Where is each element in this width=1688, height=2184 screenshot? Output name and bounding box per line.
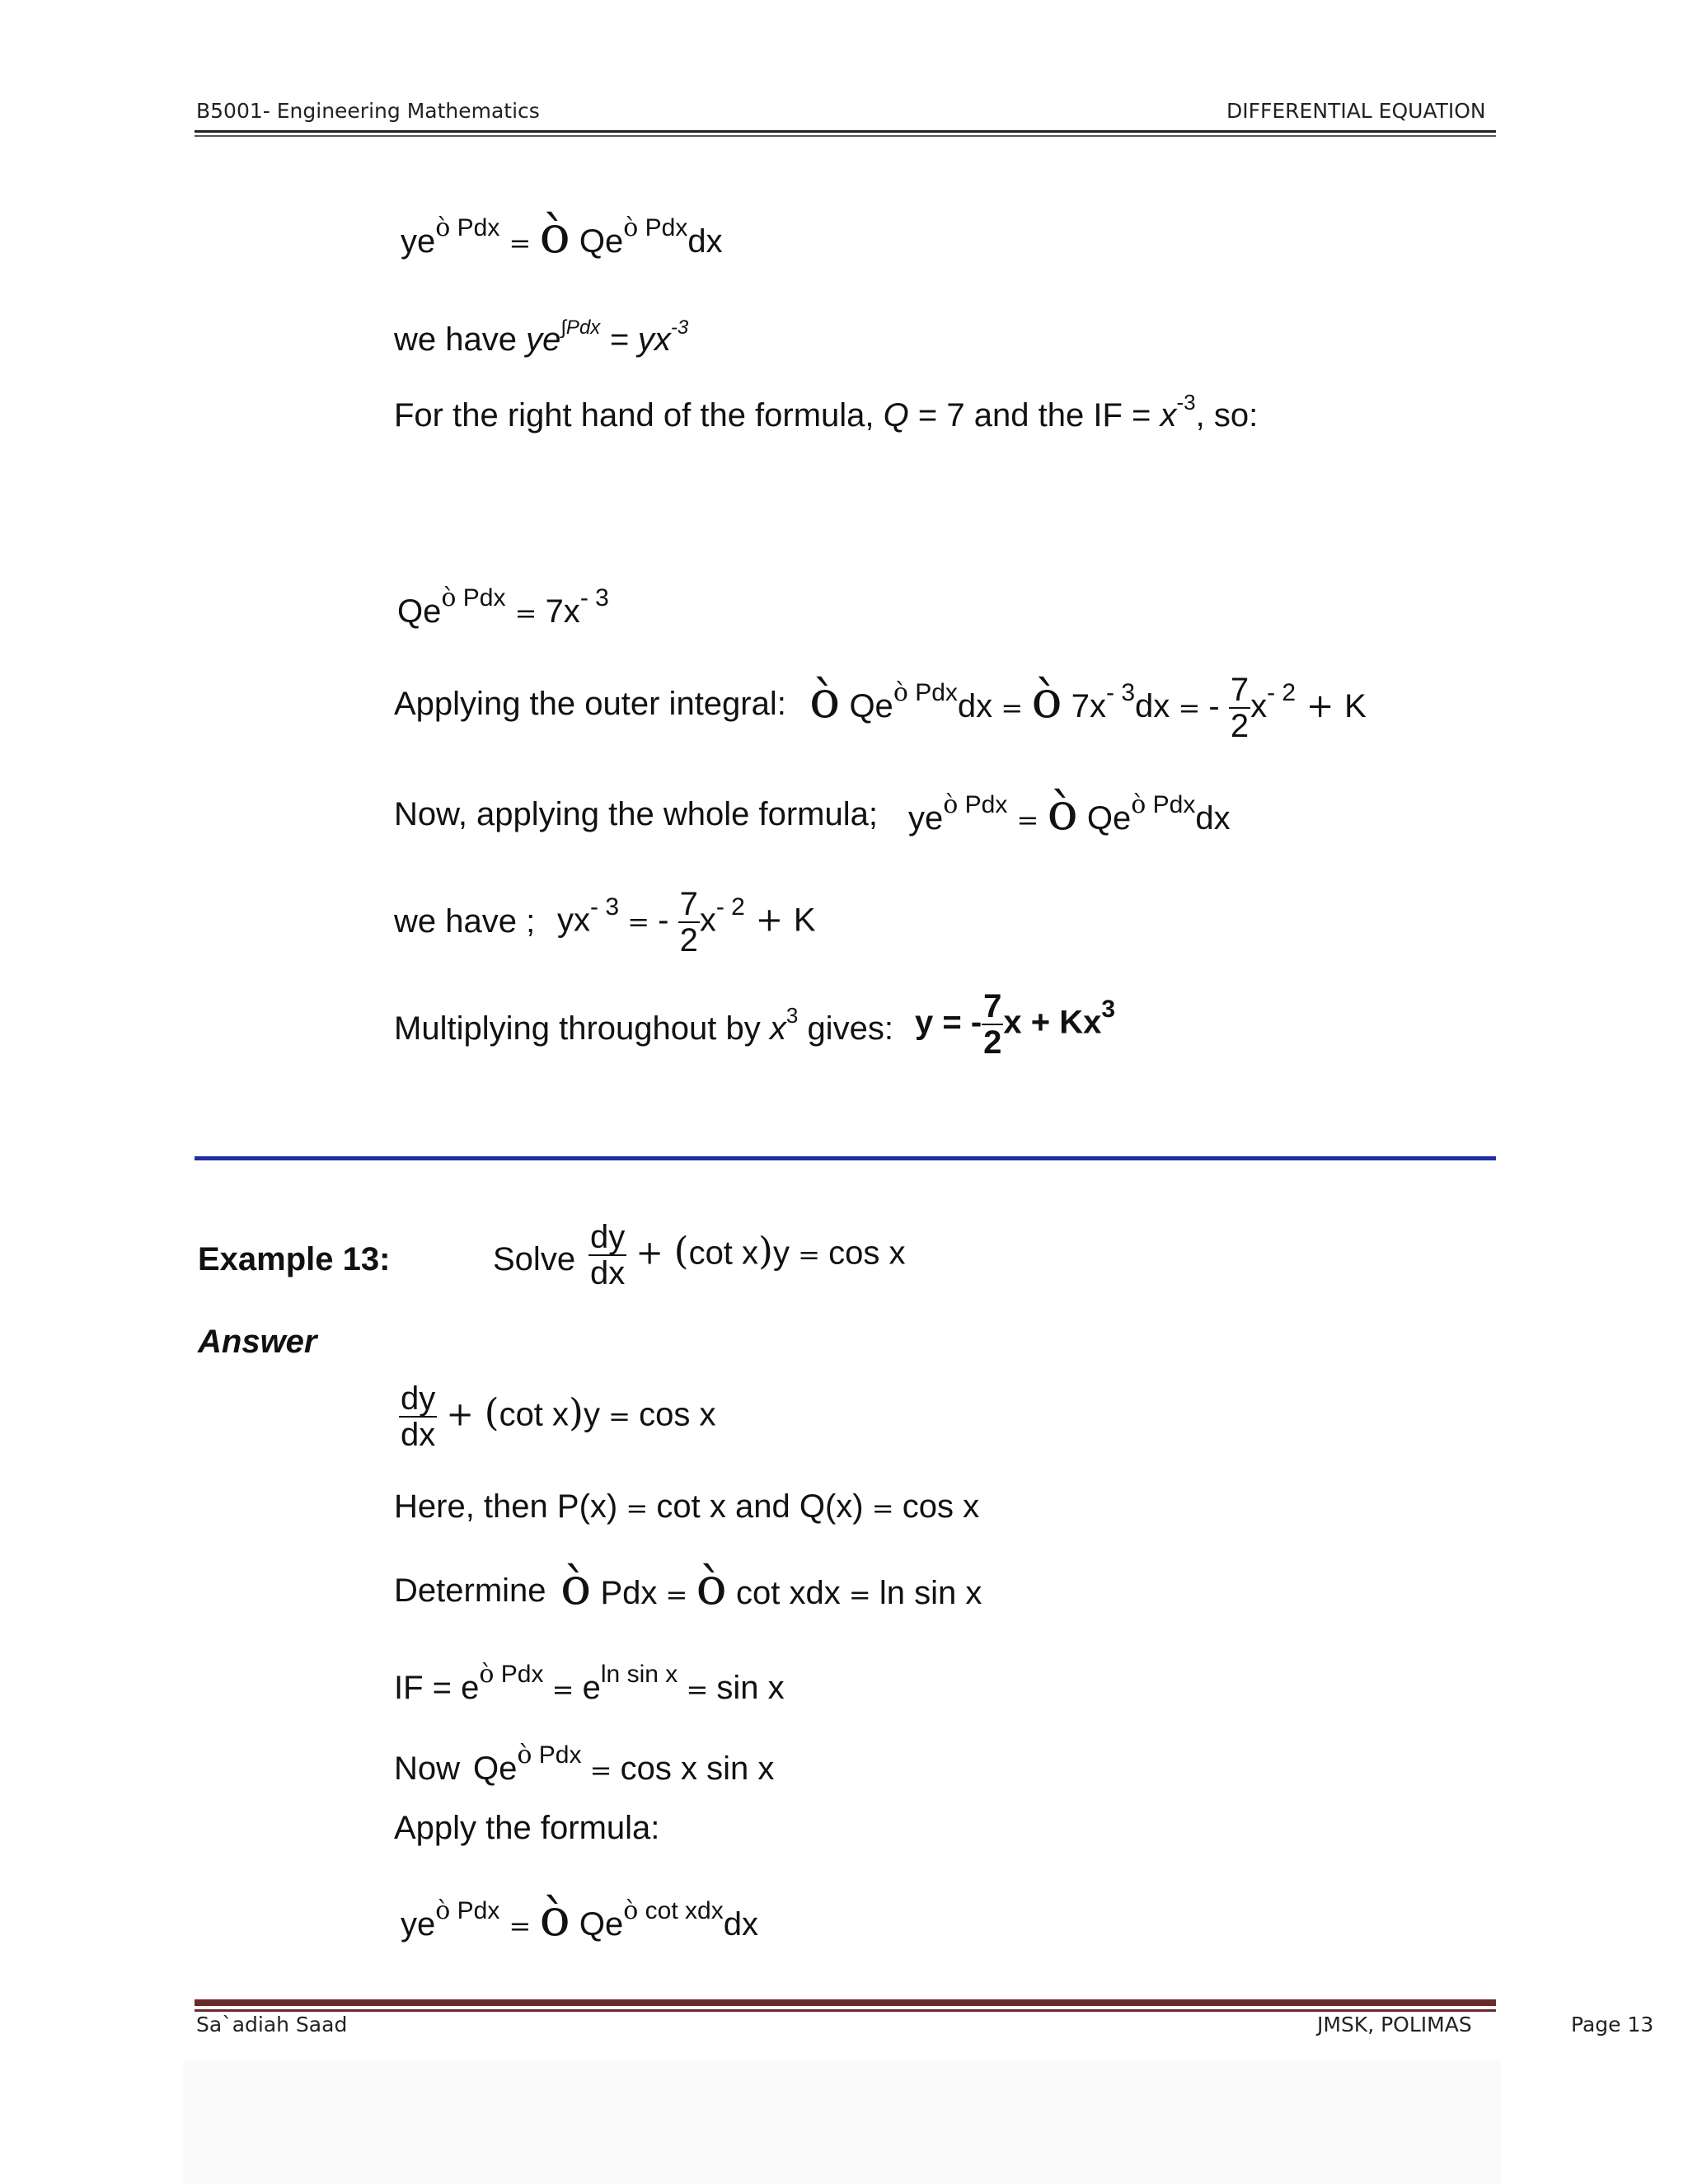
determine-label: Determine bbox=[394, 1572, 546, 1609]
solve-label: Solve bbox=[493, 1241, 576, 1277]
now-label: Now bbox=[394, 1750, 461, 1787]
apply-formula: $ye^{ò Pdx}$ = ò $Qe^{ò cot xdx}dx$ bbox=[401, 1887, 758, 1947]
we-have-line: we have $ye^{\int Pdx} = yx^{-3}$ bbox=[394, 316, 689, 358]
page-bottom-area bbox=[183, 2060, 1502, 2184]
header-left: B5001- Engineering Mathematics bbox=[196, 99, 540, 123]
footer-page: Page 13 bbox=[1571, 2013, 1654, 2036]
whole-formula: $ye^{ò Pdx}$ = ò $Qe^{ò Pdx}dx$ bbox=[908, 781, 1231, 841]
outer-integral-label: Applying the outer integral: bbox=[394, 686, 786, 722]
answer-label: Answer bbox=[198, 1324, 317, 1360]
outer-integral-formula: ò $Qe^{ò Pdx}dx$ = ò $7x^{- 3}dx$ = - $\frac{7}{2}$ $x^{- 2} + K$ bbox=[809, 669, 1367, 745]
now-formula: $Qe^{ò Pdx} = \cos x$ sin x bbox=[473, 1741, 775, 1787]
footer-author: Sa`adiah Saad bbox=[196, 2013, 348, 2036]
header-right: DIFFERENTIAL EQUATION bbox=[1226, 99, 1486, 123]
apply-label: Apply the formula: bbox=[394, 1810, 660, 1846]
whole-formula-label: Now, applying the whole formula; bbox=[394, 796, 878, 832]
example-label: Example 13: bbox=[198, 1241, 391, 1277]
final-answer-1: y = - $\frac{7}{2}$ $x + Kx^3$ bbox=[915, 988, 1116, 1061]
we-have-semicolon: we have ; bbox=[394, 903, 536, 940]
section-separator bbox=[195, 1156, 1496, 1160]
determine-formula: ò Pdx = ò cot xdx = ln sin x bbox=[560, 1556, 982, 1616]
header-rule bbox=[195, 130, 1496, 133]
footer-rule bbox=[195, 1999, 1496, 2006]
multiplying-line: Multiplying throughout by $x^3$ gives: bbox=[394, 1003, 893, 1047]
here-line: Here, then P(x) = cot x and Q(x) = cos x bbox=[394, 1488, 980, 1525]
answer-equation: $\frac{dy}{dx}$ + (cot x)y = cos x bbox=[401, 1380, 716, 1453]
example-equation: $\frac{dy}{dx}$ + (cot x)y = cos x bbox=[590, 1219, 906, 1291]
yx-equation: $yx^{- 3}$ = - $\frac{7}{2}$ $x^{- 2} + K$ bbox=[557, 886, 816, 958]
formula-line-1: $ye^{ò Pdx}$ = ò $Qe^{ò Pdx}dx$ bbox=[401, 204, 723, 265]
formula-qe: $Qe^{ò Pdx} = 7x^{- 3}$ bbox=[397, 583, 609, 630]
footer-rule-thin bbox=[195, 2009, 1496, 2012]
right-hand-line: For the right hand of the formula, Q = 7 and the IF = $x^{-3}$, so: bbox=[394, 390, 1259, 434]
footer-dept: JMSK, POLIMAS bbox=[1317, 2013, 1472, 2036]
header-rule-thin bbox=[195, 135, 1496, 137]
if-formula: IF = $e^{ò Pdx} = e^{ln sin x} = \sin x$ bbox=[394, 1660, 785, 1706]
